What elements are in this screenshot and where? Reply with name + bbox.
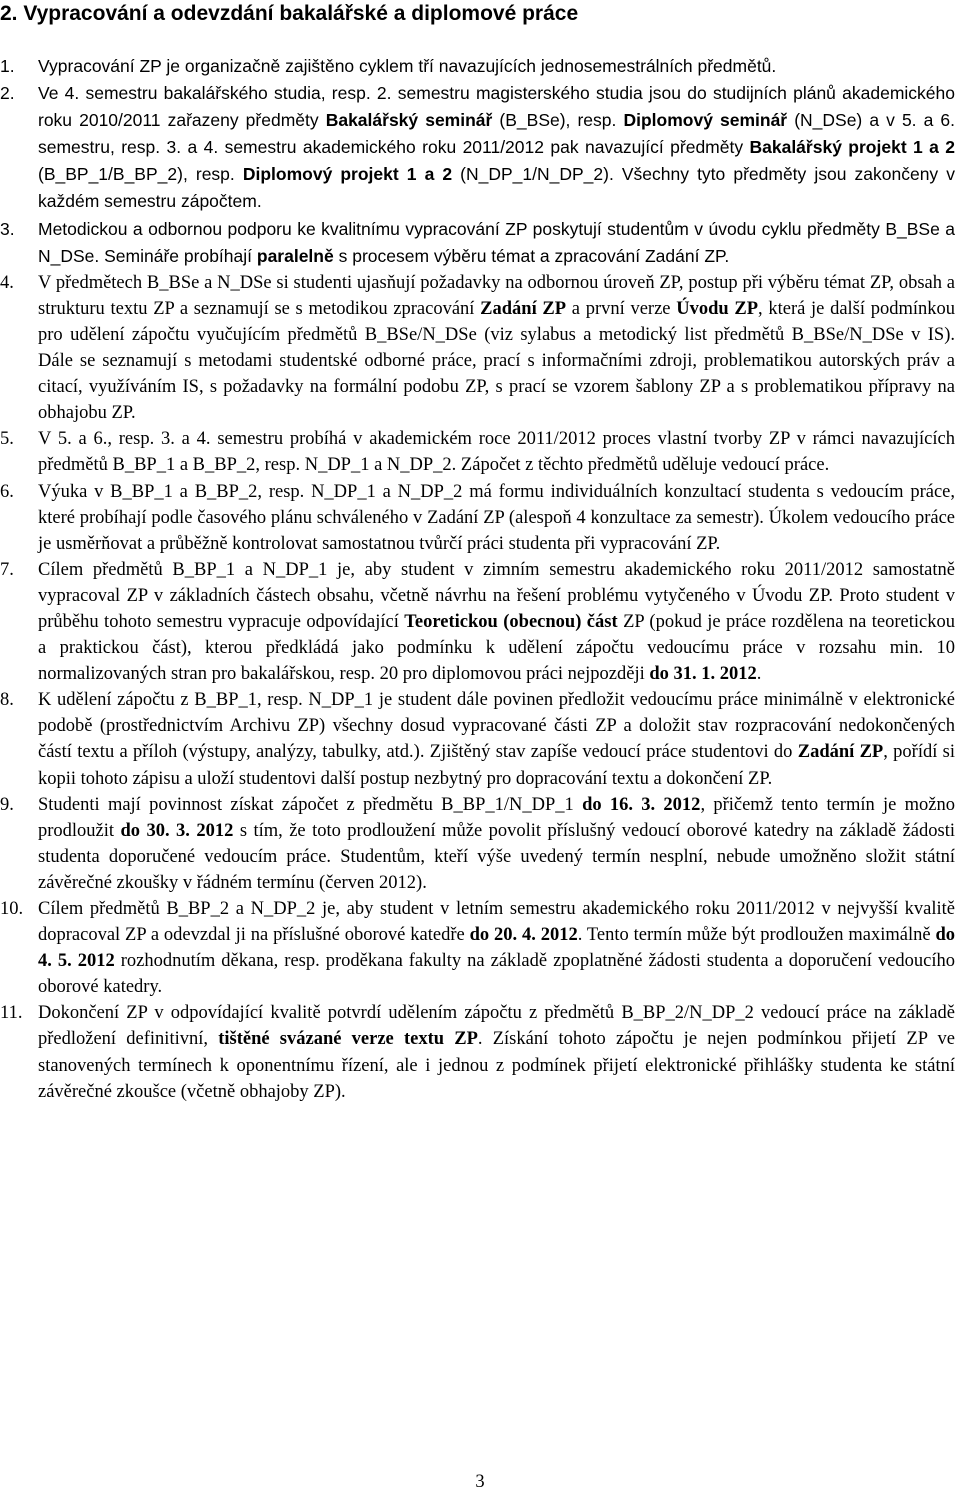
bold-text: Diplomový seminář [623,110,788,131]
item-text [38,482,955,554]
numbered-list [0,53,955,1105]
item-number: 9. [0,794,14,815]
text-run: . Získání tohoto zápočtu je nejen podmínkou přijetí ZP ve stanovených termínech k oponentnímu řízení, ale i jednou z podmínek přijetí elektronické přihlášky studenta ke státní závěrečné zkoušce (včetně obhajoby ZP). [38,1029,955,1102]
bold-text: Zadání ZP [797,742,884,763]
item-number: 3. [0,218,15,239]
list-item [0,687,955,791]
item-text [38,795,955,893]
text-run: Cílem předmětů B_BP_2 a N_DP_2 je, aby student v letním semestru akademického roku 2011/2012 v nejvyšší kvalitě dopracoval ZP a odevzdal ji na příslušné oborové katedře [38,899,955,946]
item-number: 4. [0,272,14,293]
item-number: 6. [0,481,14,502]
bold-text: tištěné svázané verze textu ZP [218,1029,478,1050]
bold-text: do 31. 1. 2012 [649,664,757,685]
item-text [38,560,955,684]
bold-text: Diplomový projekt 1 a 2 [242,164,453,185]
bold-text: Teoretickou (obecnou) část [404,611,618,632]
bold-text: Bakalářský projekt 1 a 2 [749,137,955,158]
item-text [38,429,955,475]
item-text [38,899,955,997]
text-run: rozhodnutím děkana, resp. proděkana fakulty na základě zpoplatněné žádosti studenta a doporučení vedoucího oborové katedry. [38,951,956,998]
text-run: Cílem předmětů B_BP_1 a N_DP_1 je, aby student v zimním semestru akademického roku 2011/2012 samostatně vypracoval ZP v základních částech obsahu, včetně návrhu na řešení problému vytyčeného v Úvodu ZP. Proto student v průběhu tohoto semestru vypracuje odpovídající [38,559,955,632]
bold-text: do 16. 3. 2012 [582,794,701,815]
item-text [38,1003,955,1101]
item-text [38,273,955,423]
text-run: (N_DP_1/N_DP_2). Všechny tyto předměty jsou zakončeny v každém semestru zápočtem. [38,164,955,212]
item-number: 8. [0,690,14,711]
item-number: 7. [0,559,14,580]
text-run: a první verze [566,298,677,319]
text-run: V předmětech B_BSe a N_DSe si studenti ujasňují požadavky na odbornou úroveň ZP, postup při výběru témat ZP, obsah a strukturu textu ZP a seznamují se s metodikou zpracování [38,272,955,319]
text-run: (B_BSe), resp. [492,110,624,131]
page-heading: 2. Vypracování a odevzdání bakalářské a diplomové práce [0,2,579,25]
bold-text: Bakalářský seminář [325,110,493,131]
item-text [38,690,955,788]
text-run: Dokončení ZP v odpovídající kvalitě potvrdí udělením zápočtu z předmětů B_BP_2/N_DP_2 vedoucí práce na základě předložení definitivní, [38,1003,955,1050]
text-run: . Tento termín může být prodloužen maximálně [577,925,936,946]
item-number: 1. [0,56,15,76]
item-text [38,220,955,267]
text-run: (N_DSe) a v 5. a 6. semestru, resp. 3. a 4. semestru akademického roku 2011/2012 pak navazující předměty [38,110,956,158]
text-run: V 5. a 6., resp. 3. a 4. semestru probíhá v akademickém roce 2011/2012 proces vlastní tvorby ZP v rámci navazujících předmětů B_BP_1 a B_BP_2, resp. N_DP_1 a N_DP_2. Zápočet z těchto předmětů uděluje vedoucí práce. [38,429,955,476]
item-number: 5. [0,429,14,450]
list-item [0,479,955,557]
text-run: Ve 4. semestru bakalářského studia, resp. 2. semestru magisterského studia jsou do studijních plánů akademického roku 2010/2011 zařazeny předměty [38,83,955,131]
text-run: Metodickou a odbornou podporu ke kvalitnímu vypracování ZP poskytují studentům v úvodu cyklu předměty B_BSe a N_DSe. Semináře probíhají [38,218,955,266]
list-item [0,270,955,427]
list-item [0,557,955,687]
item-number: 11. [0,1003,23,1024]
text-run: s tím, že toto prodloužení může povolit příslušný vedoucí oborové katedry na základě žádosti studenta doporučené vedoucím práce. Studentům, kteří výše uvedený termín nesplní, nebude umožněno složit státní závěrečné zkoušky v řádném termínu (červen 2012). [38,820,955,893]
bold-text: paralelně [256,245,334,266]
bold-text: do 30. 3. 2012 [120,820,234,841]
text-run: . [756,664,762,685]
text-run: K udělení zápočtu z B_BP_1, resp. N_DP_1 je student dále povinen předložit vedoucímu práce minimálně v elektronické podobě (prostřednictvím Archivu ZP) všechny dosud vypracované části ZP a doložit stav rozpracování nedokončených částí textu a příloh (výstupy, analýzy, tabulky, atd.). Zjištěný stav zapíše vedoucí práce studentovi do [38,690,955,763]
bold-text: Úvodu ZP [676,298,759,319]
list-item [0,896,955,1000]
list-item [0,53,955,80]
list-item [0,792,955,896]
item-text [38,84,955,212]
text-run: , která je další podmínkou pro udělení zápočtu vyučujícím předmětů B_BSe/N_DSe (viz sylabus a metodický list předmětů B_BSe/N_DSe v IS). Dále se seznamují s metodami studentské odborné práce, prací s informačními zdroji, problematikou autorských práv a citací, využíváním IS, s požadavky na formální podobu ZP, s prací se vzorem šablony ZP a s problematikou přípravy na obhajobu ZP. [38,298,956,424]
text-run: Studenti mají povinnost získat zápočet z předmětu B_BP_1/N_DP_1 [38,794,583,815]
list-item [0,1000,955,1104]
list-item [0,216,955,270]
text-run: , pořídí si kopii tohoto zápisu a uloží studentovi další postup nezbytný pro dopracování textu a dokončení ZP. [38,742,955,789]
item-text [38,57,776,77]
bold-text: do 4. 5. 2012 [38,925,955,972]
list-item [0,426,955,478]
text-run: ZP (pokud je práce rozdělena na teoretickou a praktickou část), kterou předkládá jako podmínku k udělení zápočtu vedoucímu práce v rozsahu min. 10 normalizovaných stran pro bakalářskou, resp. 20 pro diplomovou práci nejpozději [38,611,955,685]
item-number: 2. [0,83,15,104]
bold-text: do 20. 4. 2012 [469,925,578,946]
page-number: 3 [475,1472,485,1492]
text-run: (B_BP_1/B_BP_2), resp. [38,164,243,185]
text-run: , přičemž tento termín je možno prodloužit [38,794,955,841]
item-number: 10. [0,899,24,919]
text-run: Výuka v B_BP_1 a B_BP_2, resp. N_DP_1 a N_DP_2 má formu individuálních konzultací studenta s vedoucím práce, které probíhají podle časového plánu schváleného v Zadání ZP (alespoň 4 konzultace za semestr). Úkolem vedoucího práce je usměrňovat a průběžně kontrolovat samostatnou tvůrčí práci studenta při vypracování ZP. [38,481,955,554]
bold-text: Zadání ZP [480,298,567,319]
text-run: s procesem výběru témat a zpracování Zadání ZP. [333,245,730,266]
text-run: Vypracování ZP je organizačně zajištěno cyklem tří navazujících jednosemestrálních předmětů. [38,56,777,76]
list-item [0,80,955,215]
